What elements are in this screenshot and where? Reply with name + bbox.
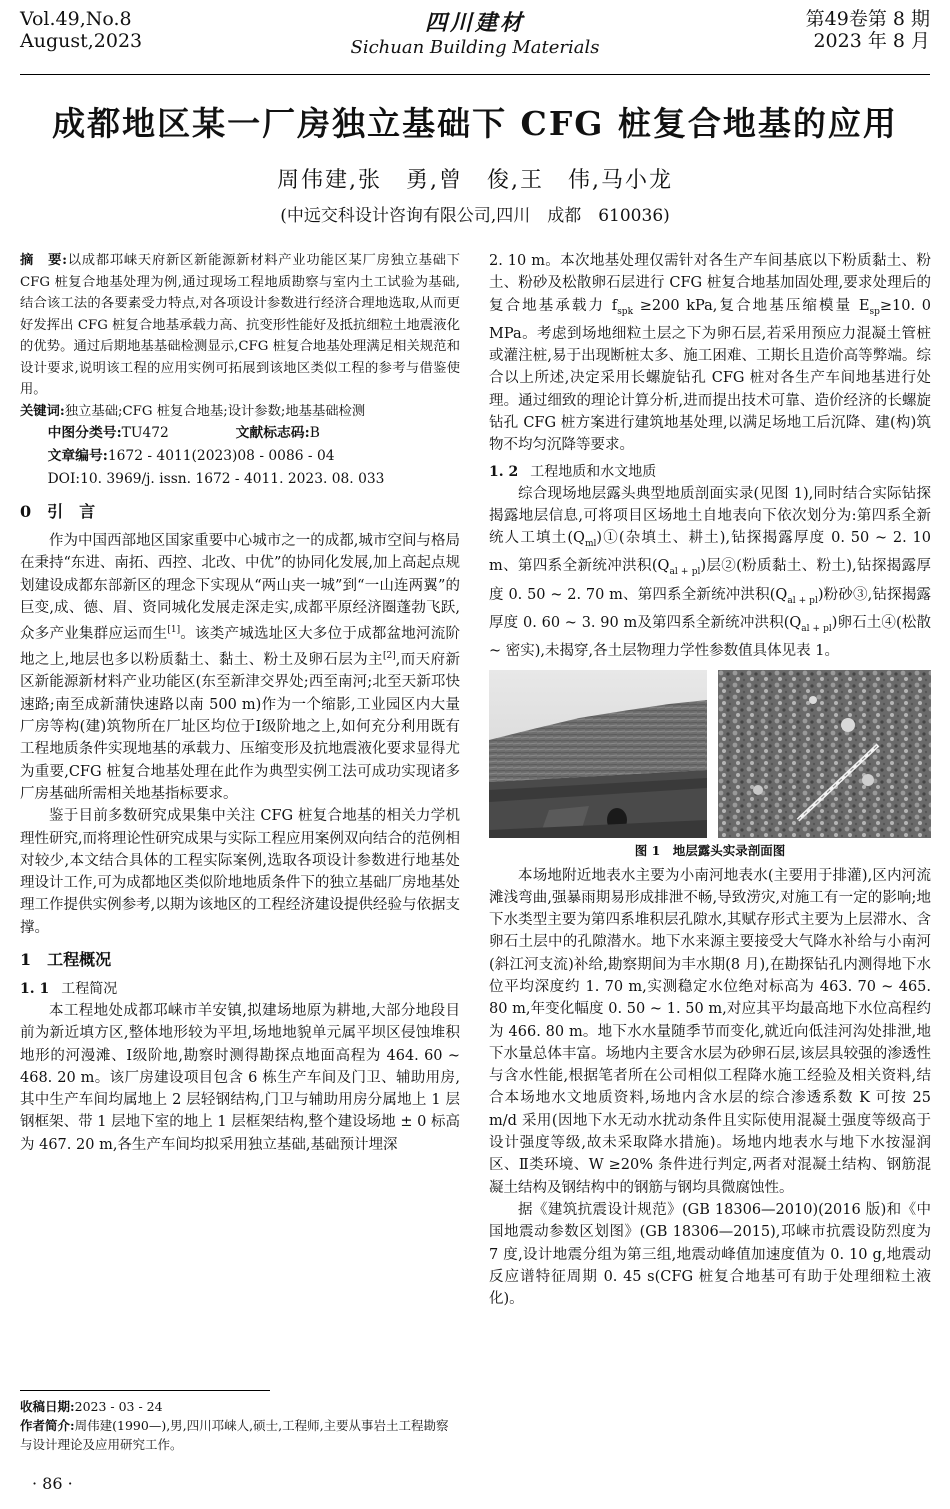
geology-b: )①(杂填土、耕土),钻探揭露厚度 0. 50 ~ 2. 10 m、第四系全新统冲洪积(Q [489,530,931,575]
geology-sub-3: al + pl [787,595,818,606]
figure-1-caption: 图 1 地层露头实录剖面图 [634,843,786,859]
keywords-text: 独立基础;CFG 桩复合地基;设计参数;地基基础检测 [64,403,366,419]
footnote [20,1390,460,1454]
subsection-1-2-title: 工程地质和水文地质 [530,463,657,480]
intro-p1-c: ,而天府新区新能源新材料产业功能区(东至新津交界处;西至南河;北至天新邛快速路;南至成新蒲快速路以南 500 m)作为一个缩影,工业园区内大量厂房等构(建)筑物所在厂址区均位于Ⅰ级阶地之上,如何充分利用既有工程地质条件实现地基的承载力、压缩变形及抗地震液化要求显得尤为重要,CFG 桩复合地基处理在此作为典型实例工法可成功实现诸多厂房基础所需相关地基指标要求。 [20,652,461,802]
footnote-rule [20,1390,270,1391]
overview-paragraph: 本工程地处成都邛崃市羊安镇,拟建场地原为耕地,大部分地段目前为新近填方区,整体地形较为平坦,场地地貌单元属平坝区侵蚀堆积地形的河漫滩、Ⅰ级阶地,勘察时测得勘探点地面高程为 464. 60 ~ 468. 20 m。该厂房建设项目包含 6 栋生产车间及门卫、辅助用房,其中生产车间均属地上 2 层轻钢结构,门卫与辅助用房分属地上 1 层钢框架、带 1 层地下室的地上 1 层框架结构,整个建设场地 ± 0 标高为 467. 20 m,各生产车间均拟采用独立基础,基础预计埋深 [20,1003,460,1153]
received-date [20,1397,460,1416]
citation-1: [1] [167,625,181,636]
author-bio-text: 周伟建(1990—),男,四川邛崃人,硕士,工程师,主要从事岩土工程勘察与设计理论及应用研究工作。 [20,1418,449,1452]
abstract-text: 以成都邛崃天府新区新能源新材料产业功能区某厂房独立基础下 CFG 桩复合地基处理为例,通过现场工程地质勘察与室内土工试验为基础,结合该工法的各要素受力特点,对各项设计参数进行经济合理地选取,从而更好发挥出 CFG 桩复合地基承载力高、抗变形性能好及抵抗细粒土地震液化的优势。通过后期地基基础检测显示,CFG 桩复合地基处理满足相关规范和设计要求,说明该工程的应用实例可拓展到该地区类似工程的参考与借鉴使用。 [20,253,460,397]
seismic-paragraph: 据《建筑抗震设计规范》(GB 18306—2010)(2016 版)和《中国地震动参数区划图》(GB 18306—2015),邛崃市抗震设防烈度为 7 度,设计地震分组为第三组,地震动峰值加速度值为 0. 10 g,地震动反应谱特征周期 0. 45 s(CFG 桩复合地基可有助于处理细粒土液化)。 [489,1201,931,1308]
geology-sub-1: ml [584,539,597,550]
doc-code-label: 文献标志码: [235,425,310,441]
citation-2: [2] [382,651,396,662]
issue-date-en: August,2023 [20,30,143,52]
article-number-line [20,445,460,468]
intro-p1-a: 作为中国西部地区国家重要中心城市之一的成都,城市空间与格局在秉持“东进、南拓、西控、北改、中优”的协同化发展,加上高起点规划建设成都东部新区的理念下实现从“两山夹一城”到“一山连两翼”的巨变,成、德、眉、资同城化发展走深走实,成都平原经济圈蓬勃飞跃,众多产业集群应运而生 [20,533,460,643]
subsection-1-2-number: 1. 2 [489,463,519,480]
issue-date-cn: 2023 年 8 月 [813,30,930,52]
journal-logo: 四川建材 [424,10,525,36]
right-column [489,250,931,1310]
intro-p1-b: 。该类产城选址区大多位于成都盆地河流阶地之上,地层也多以粉质黏土、黏土、粉土及卵石层为主 [20,626,460,669]
intro-paragraph-2: 鉴于目前多数研究成果集中关注 CFG 桩复合地基的相关力学机理性研究,而将理论性研究成果与实际工程应用案例双向结合的范例相对较少,本文结合具体的工程实际案例,选取各项设计参数进行地基处理设计工作,可为成都地区类似阶地地质条件下的独立基础厂房地基处理工作提供实例参考,以期为该地区的工程经济建设提供经验与依据支撑。 [20,808,460,936]
clc-value: TU472 [121,425,169,441]
header-rule [20,74,930,75]
author-list: 周伟建,张 勇,曾 俊,王 伟,马小龙 [277,168,673,193]
subsection-1-1-heading [20,978,460,1000]
abstract-label: 摘 要: [20,253,68,268]
geology-paragraph [489,483,931,663]
outcrop-photo-right [718,670,931,838]
overview-cont-c: ≥10. 0 MPa。考虑到场地细粒土层之下为卵石层,若采用预应力混凝土管桩或灌注桩,易于出现断桩太多、施工困难、工期长且造价高等弊端。综合以上所述,决定采用长螺旋钻孔 CFG 桩对各生产车间地基进行处理。通过细致的理论计算分析,进而提出技术可靠、造价经济的长螺旋钻孔 CFG 桩方案进行建筑地基处理,以满足场地工后沉降、建(构)筑物不均匀沉降等要求。 [489,297,931,454]
doi: DOI:10. 3969/j. issn. 1672 - 4011. 2023. 08. 033 [47,471,385,487]
geology-c: )层②(粉质黏土、粉土),钻探揭露厚度 0. 50 ~ 2. 70 m、第四系全新统冲洪积(Q [489,558,931,603]
figure-1 [489,670,931,838]
volume-issue: Vol.49,No.8 [20,8,132,30]
journal-name-en: Sichuan Building Materials [350,37,600,58]
keywords-label: 关键词: [20,403,65,419]
geology-sub-2: al + pl [669,567,701,578]
received-label: 收稿日期: [20,1399,75,1414]
keywords [20,401,460,423]
geology-a: 综合现场地层露头典型地质剖面实录(见图 1),同时结合实际钻探揭露地层信息,可将项目区场地土自地表向下依次划分为:第四系全新统人工填土(Q [489,485,931,547]
article-value: 1672 - 4011(2023)08 - 0086 - 04 [107,448,335,464]
author-bio-label: 作者简介: [20,1418,75,1433]
overview-paragraph-cont [489,250,931,457]
fspk-subscript: spk [617,306,634,317]
affiliation: (中远交科设计咨询有限公司,四川 成都 610036) [280,206,670,226]
outcrop-photo-left [489,670,707,838]
left-column [20,250,460,1156]
classification-line [20,422,460,445]
running-header [0,0,950,75]
subsection-1-1-number: 1. 1 [20,981,50,997]
clc-label: 中图分类号: [47,425,122,441]
volume-issue-cn: 第49卷第 8 期 [805,8,930,30]
article-label: 文章编号: [47,448,108,464]
esp-subscript: sp [869,306,880,317]
geology-d: )粉砂③,钻探揭露厚度 0. 60 ~ 3. 90 m及第四系全新统冲洪积(Q [489,586,931,631]
subsection-1-1-title: 工程简况 [61,981,118,997]
geology-sub-4: al + pl [801,623,832,634]
header-right [806,8,930,52]
overview-cont-a: 2. 10 m。本次地基处理仅需针对各生产车间基底以下粉质黏土、粉土、粉砂及松散卵石层进行 CFG 桩复合地基加固处理,要求处理后的复合地基承载力 f [489,253,931,314]
page-number: · 86 · [32,1474,73,1493]
intro-paragraph-1 [20,530,460,805]
section-0-heading: 0 引 言 [20,502,96,521]
hydrology-paragraph: 本场地附近地表水主要为小南河地表水(主要用于排灌),区内河流滩浅弯曲,强暴雨期易形成排泄不畅,导致涝灾,对施工有一定的影响;地下水类型主要为第四系堆积层孔隙水,其赋存形式主要为上层滞水、含卵石土层中的孔隙潜水。地下水来源主要接受大气降水补给与小南河(斜江河支流)补给,勘察期间为丰水期(8 月),在勘探钻孔内测得地下水位平均深度约 1. 70 m,实测稳定水位绝对标高为 463. 70 ~ 465. 80 m,年变化幅度 0. 50 ~ 1. 50 m,对应其平均最高地下水位高程约为 466. 80 m。地下水水量随季节而变化,就近向低洼河沟处排泄,地下水量总体丰富。场地内主要含水层为砂卵石层,该层具较强的渗透性与含水性能,根据笔者所在公司相似工程降水施工经验及相关资料,结合本场地水文地质资料,场地内含水层的综合渗透系数 K 可按 25 m/d 采用(因地下水无动水扰动条件且实际使用混凝土强度等级高于设计强度等级,故未采取降水措施)。场地内地表水与地下水按湿润区、Ⅱ类环境、W ≥20% 条件进行判定,两者对混凝土结构、钢筋混凝土结构及钢结构中的钢筋与钢均具微腐蚀性。 [489,867,931,1196]
paper-title: 成都地区某一厂房独立基础下 CFG 桩复合地基的应用 [52,104,898,143]
overview-cont-b: ≥200 kPa,复合地基压缩模量 E [633,297,870,314]
doc-code-value: B [309,425,320,441]
subsection-1-2-heading [489,461,931,483]
received-value: 2023 - 03 - 24 [74,1399,163,1414]
abstract [20,250,460,401]
geology-e: )卵石土④(松散 ~ 密实),未揭穿,各土层物理力学性参数值具体见表 1。 [489,614,931,659]
author-bio [20,1416,460,1454]
section-1-heading: 1 工程概况 [20,950,112,969]
